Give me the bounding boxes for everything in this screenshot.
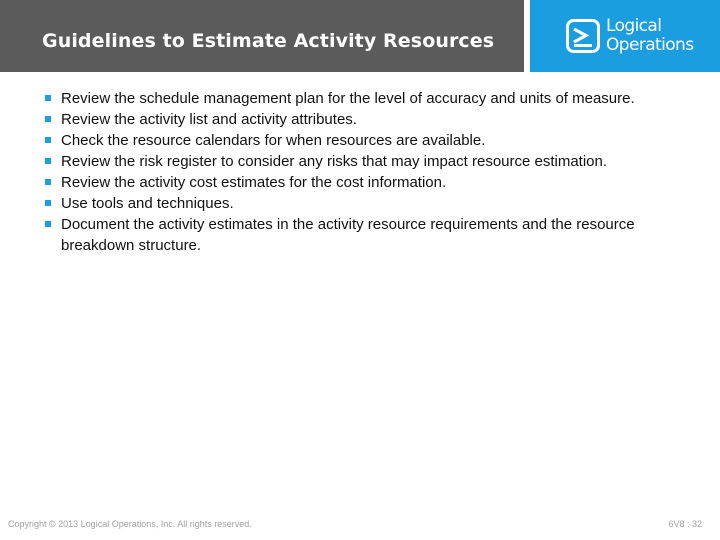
bullet-item <box>44 151 684 172</box>
bullet-item <box>44 193 684 214</box>
logo <box>530 0 720 72</box>
logical-operations-logo-icon <box>566 19 600 53</box>
bullet-square-icon <box>45 200 51 206</box>
bullet-square-icon <box>45 116 51 122</box>
bullet-text: Review the risk register to consider any risks that may impact resource estimation. <box>61 153 608 170</box>
bullet-text: Review the activity cost estimates for the cost information. <box>61 174 447 191</box>
bullet-item <box>44 109 684 130</box>
bullet-text: Check the resource calendars for when resources are available. <box>61 132 486 149</box>
bullet-text: Review the schedule management plan for the level of accuracy and units of measure. <box>61 90 635 107</box>
bullet-square-icon <box>45 179 51 185</box>
page-number: 6V8 : 32 <box>668 519 702 529</box>
bullet-list <box>44 88 684 256</box>
logo-line-2: Operations <box>606 35 694 55</box>
copyright-text: Copyright © 2013 Logical Operations, Inc. All rights reserved. <box>8 519 252 529</box>
bullet-square-icon <box>45 221 51 227</box>
slide-title: Guidelines to Estimate Activity Resources <box>42 30 495 52</box>
bullet-square-icon <box>45 137 51 143</box>
title-bar <box>0 0 524 72</box>
bullet-text: Review the activity list and activity attributes. <box>61 111 357 128</box>
bullet-text: Use tools and techniques. <box>61 195 234 212</box>
bullet-square-icon <box>45 158 51 164</box>
bullet-item <box>44 172 684 193</box>
logo-line-1: Logical <box>606 16 662 36</box>
logo-wordmark <box>606 17 716 55</box>
bullet-square-icon <box>45 95 51 101</box>
bullet-item <box>44 130 684 151</box>
bullet-text: Document the activity estimates in the activity resource requirements and the resource breakdown structure. <box>61 216 635 254</box>
bullet-item <box>44 88 684 109</box>
bullet-item <box>44 214 684 256</box>
